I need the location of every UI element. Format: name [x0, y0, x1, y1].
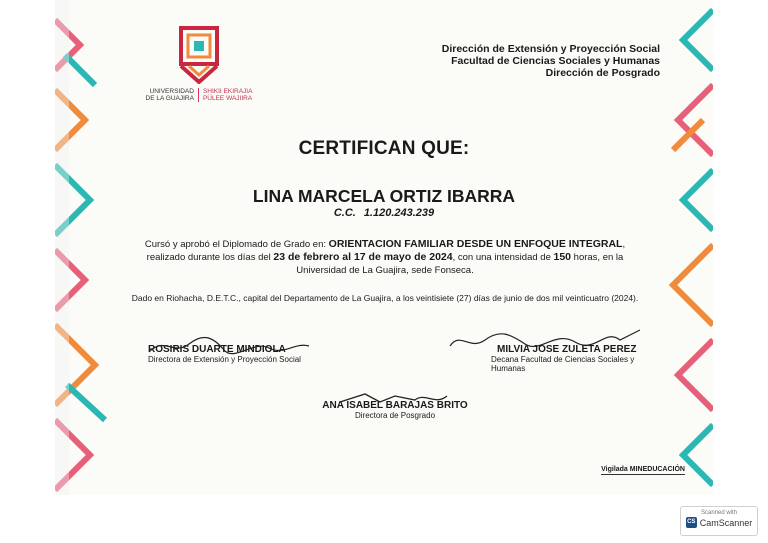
logo-line-wayuu-2: PÜLEE WAJIIRA: [202, 95, 253, 102]
id-number: 1.120.243.239: [363, 207, 435, 219]
signature-block-3: [305, 400, 485, 420]
header-line-1: Dirección de Extensión y Proyección Social: [441, 43, 660, 55]
signature-block-1: [148, 344, 358, 364]
program-dates: 23 de febrero al 17 de mayo de 2024: [273, 251, 453, 263]
handwritten-signature-3: [335, 386, 455, 408]
certificate-title: CERTIFICAN QUE:: [298, 138, 470, 159]
issuing-offices: [442, 43, 660, 79]
signer-role-1: Directora de Extensión y Proyección Social: [148, 355, 301, 364]
scanner-caption: Scanned with: [700, 510, 738, 516]
camscanner-logo-icon: CS: [686, 517, 697, 528]
recipient-id: [55, 207, 713, 219]
signer-name-3: ANA ISABEL BARAJAS BRITO: [322, 400, 468, 411]
body-text-2: , realizado durante los días del: [146, 239, 626, 263]
issue-place-date: Dado en Riohacha, D.E.T.C., capital del Departamento de La Guajira, a los veintisiete (27) días de junio de dos mil veinticuatro (2024).: [131, 293, 639, 303]
vigilada-mineducacion-seal: Vigilada MINEDUCACIÓN: [601, 466, 685, 473]
signer-role-3: Directora de Posgrado: [354, 411, 436, 420]
header-line-2: Facultad de Ciencias Sociales y Humanas: [451, 55, 660, 67]
handwritten-signature-2: [445, 326, 655, 356]
body-text-3: , con una intensidad de: [452, 252, 554, 263]
handwritten-signature-1: [144, 334, 314, 356]
id-label: C.C.: [333, 207, 356, 219]
signer-role-2: Decana Facultad de Ciencias Sociales y Humanas: [491, 355, 635, 373]
logo-line-es-1: UNIVERSIDAD: [149, 88, 194, 95]
program-name: ORIENTACION FAMILIAR DESDE UN ENFOQUE INTEGRAL: [328, 238, 623, 250]
camscanner-watermark: [680, 506, 758, 536]
logo-separator: [198, 88, 199, 102]
logo-line-es-2: DE LA GUAJIRA: [145, 95, 194, 102]
header-line-3: Dirección de Posgrado: [545, 67, 660, 79]
certificate-body: [125, 238, 645, 277]
signature-block-2: [437, 344, 657, 373]
scanner-brand: CamScanner: [699, 517, 753, 528]
body-text-4: horas, en la Universidad de La Guajira, sede Fonseca.: [296, 252, 624, 276]
certificate-page: [55, 0, 713, 495]
left-wayuu-border-pattern: [55, 0, 115, 495]
signer-name-2: MILVIA JOSE ZULETA PEREZ: [497, 344, 637, 355]
signer-name-1: ROSIRIS DUARTE MINDIOLA: [148, 344, 286, 355]
program-hours: 150: [553, 251, 572, 263]
logo-line-wayuu-1: SHIKII EKIRAJIA: [202, 88, 253, 95]
university-logo: [135, 26, 263, 102]
university-emblem-icon: [177, 26, 221, 84]
body-text-1: Cursó y aprobó el Diplomado de Grado en:: [144, 239, 329, 250]
recipient-name: LINA MARCELA ORTIZ IBARRA: [252, 186, 516, 206]
right-wayuu-border-pattern: [653, 0, 713, 495]
